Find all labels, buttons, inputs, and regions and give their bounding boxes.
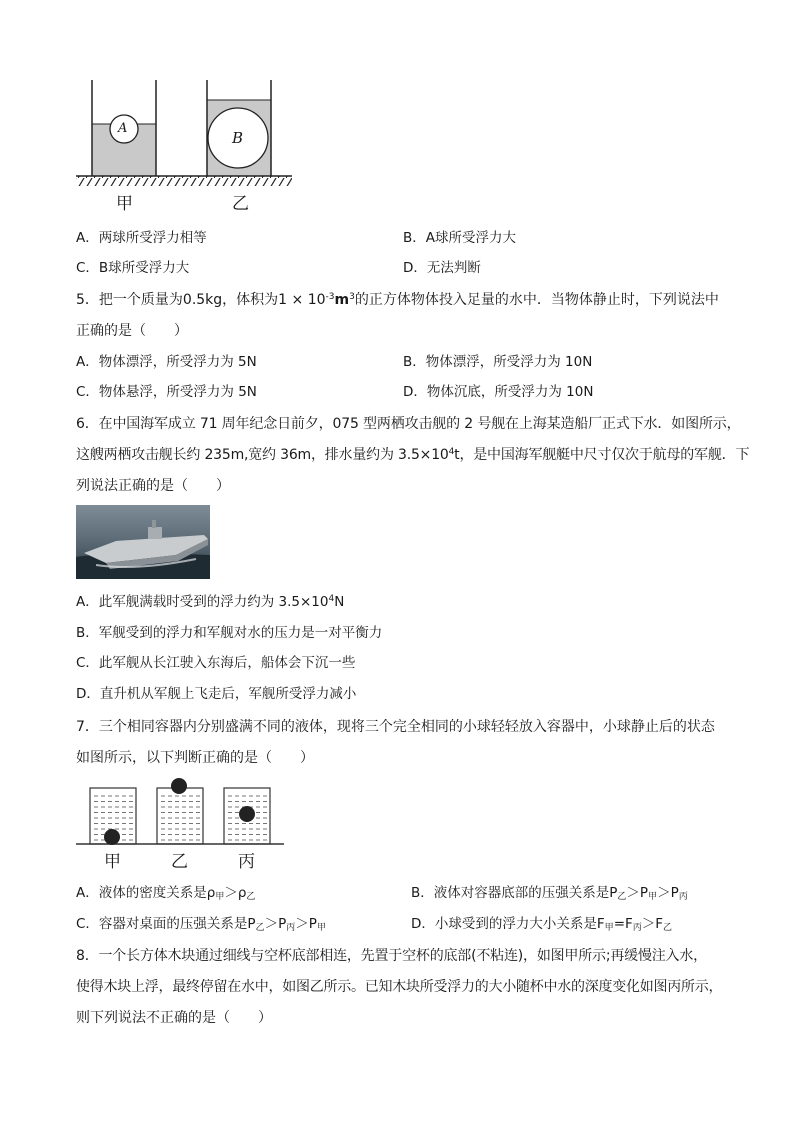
q8-stem-line1: 8．一个长方体木块通过细线与空杯底部相连，先置于空杯的底部(不粘连)，如图甲所示;再缓慢注入水， [76,948,707,964]
ball-yi [171,778,187,794]
q7-option-d: D．小球受到的浮力大小关系是$F_甲=F_丙>F_乙$ [411,916,673,933]
q5-option-a: A．物体漂浮，所受浮力为 5N [76,354,257,370]
q7-label-bing: 丙 [238,852,255,872]
q8-stem-line2: 使得木块上浮，最终停留在水中，如图乙所示。已知木块所受浮力的大小随杯中水的深度变化如图丙所示， [76,979,723,995]
q5-stem-line1: 5．把一个质量为0.5kg，体积为$1 \times 10^{-3}m^3$的正方体物体投入足量的水中．当物体静止时，下列说法中 [76,292,719,308]
q6-stem-line2: 这艘两栖攻击舰长约 235m,宽约 36m，排水量约为 $3.5\times 10^4t$，是中国海军舰艇中尺寸仅次于航母的军舰．下 [76,447,750,463]
ball-bing [239,806,255,822]
q4-option-a: A．两球所受浮力相等 [76,230,207,246]
label-jia: 甲 [116,194,133,214]
q8-stem-line3: 则下列说法不正确的是（ ） [76,1010,272,1026]
figure-three-containers [76,774,286,846]
q7-label-yi: 乙 [171,852,188,872]
ball-jia [104,829,120,845]
q7-label-jia: 甲 [104,852,121,872]
q6-option-d: D．直升机从军舰上飞走后，军舰所受浮力减小 [76,686,357,702]
q4-option-d: D．无法判断 [403,260,481,276]
q5-stem-line2: 正确的是（ ） [76,323,188,339]
q6-stem-line3: 列说法正确的是（ ） [76,478,230,494]
ball-a-label: A [118,121,128,136]
q6-option-b: B．军舰受到的浮力和军舰对水的压力是一对平衡力 [76,625,383,641]
q7-stem-line1: 7．三个相同容器内分别盛满不同的液体，现将三个完全相同的小球轻轻放入容器中，小球静止后的状态 [76,719,715,735]
q5-option-b: B．物体漂浮，所受浮力为 10N [403,354,593,370]
q7-option-b: B．液体对容器底部的压强关系是$P_乙>P_甲>P_丙$ [411,885,688,902]
ball-b-label: B [232,129,244,147]
q5-option-d: D．物体沉底，所受浮力为 10N [403,384,594,400]
q6-option-a: A．此军舰满载时受到的浮力约为 $3.5\times 10^4N$ [76,594,345,610]
q5-option-c: C．物体悬浮，所受浮力为 5N [76,384,257,400]
figure-two-containers [70,78,300,190]
q4-option-c: C．B球所受浮力大 [76,260,190,276]
q6-stem-line1: 6．在中国海军成立 71 周年纪念日前夕，075 型两栖攻击舰的 2 号舰在上海某造船厂正式下水．如图所示， [76,416,741,432]
label-yi: 乙 [232,194,249,214]
warship-photo [76,505,210,579]
q7-stem-line2: 如图所示，以下判断正确的是（ ） [76,750,314,766]
q6-option-c: C．此军舰从长江驶入东海后，船体会下沉一些 [76,655,356,671]
q7-option-a: A．液体的密度关系是$\rho_甲>\rho_乙$ [76,885,256,902]
q7-option-c: C．容器对桌面的压强关系是$P_乙>P_丙>P_甲$ [76,916,326,933]
q4-option-b: B．A球所受浮力大 [403,230,516,246]
